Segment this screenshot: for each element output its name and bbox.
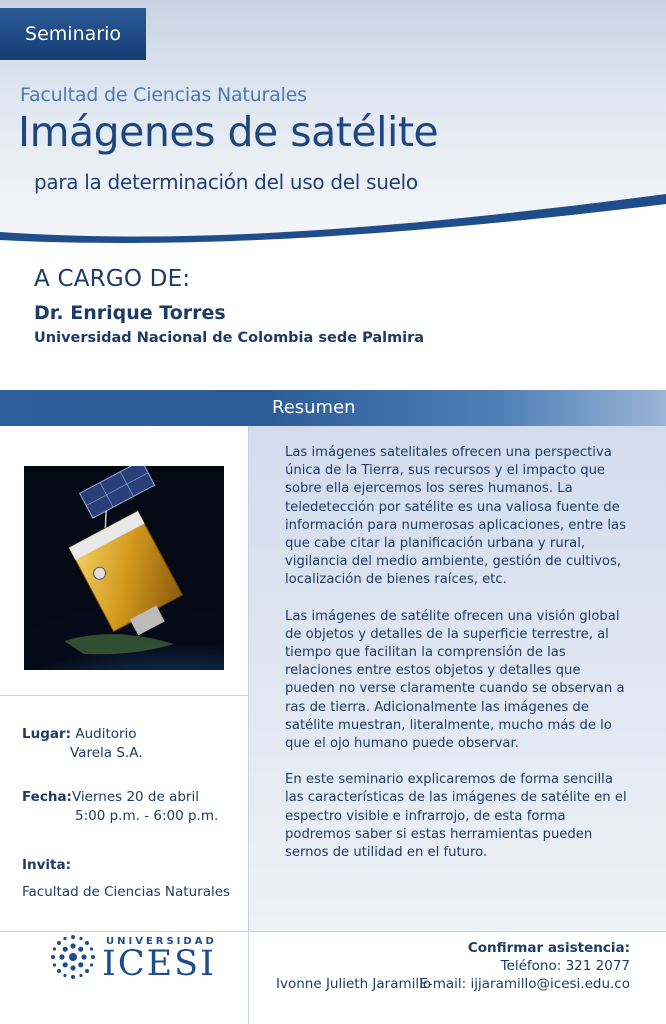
abstract-paragraph-2: Las imágenes de satélite ofrecen una visión global de objetos y detalles de la superficie terrestre, al tiempo que facilitan la comprensión de las relaciones entre estos objetos y detalles que pueden no verse claramente cuando se observan a ras de tierra. Adicionalmente las imágenes de satélite muestran, literalmente, mucho más de lo que el ojo humano puede observar.	[285, 608, 625, 752]
lugar-value-2: Varela S.A.	[70, 745, 143, 761]
bottom-separator	[0, 931, 666, 932]
abstract-paragraph-1: Las imágenes satelitales ofrecen una perspectiva única de la Tierra, sus recursos y el impacto que sobre ella ejercemos los seres humanos. La teledetección por satélite es una valiosa fuente de información para numerosas aplicaciones, entre las que cabe citar la planificación urbana y rural, vigilancia del medio ambiente, gestión de cultivos, localización de bienes raíces, etc.	[285, 445, 626, 588]
header-swoosh	[0, 190, 666, 250]
seminar-tag: Seminario	[0, 8, 146, 60]
lugar-row	[22, 725, 137, 744]
invita-value: Facultad de Ciencias Naturales	[22, 884, 231, 900]
resumen-label: Resumen	[272, 397, 356, 418]
speaker-name: Dr. Enrique Torres	[34, 302, 226, 324]
logo-university: UNIVERSIDAD	[106, 936, 217, 947]
page-subtitle: para la determinación del uso del suelo	[34, 170, 418, 194]
fecha-value-1: Viernes 20 de abril	[71, 789, 199, 805]
page-title: Imágenes de satélite	[18, 108, 439, 156]
satellite-image	[24, 466, 224, 670]
speaker-heading: A CARGO DE:	[34, 266, 191, 292]
contact-email[interactable]: E-mail: ijjaramillo@icesi.edu.co	[419, 976, 630, 992]
icesi-emblem-icon	[48, 932, 98, 982]
abstract-paragraph-3: En este seminario explicaremos de forma sencilla las características de las imágenes de satélite en el espectro visible e infrarrojo, de esta forma podremos saber si estas herramientas pueden sernos de utilidad en el futuro.	[285, 772, 627, 861]
logo-icesi: ICESI	[102, 944, 216, 984]
fecha-row	[22, 788, 199, 807]
contact-phone: Teléfono: 321 2077	[500, 958, 630, 974]
confirm-heading: Confirmar asistencia:	[467, 940, 630, 956]
speaker-institution: Universidad Nacional de Colombia sede Palmira	[34, 330, 425, 346]
lugar-value-1: Auditorio	[75, 726, 137, 742]
fecha-value-2: 5:00 p.m. - 6:00 p.m.	[75, 808, 219, 824]
lugar-label: Lugar:	[22, 726, 72, 742]
faculty-name: Facultad de Ciencias Naturales	[20, 84, 307, 106]
column-divider	[248, 426, 249, 1024]
fecha-label: Fecha:	[22, 789, 72, 805]
contact-name: Ivonne Julieth Jaramillo	[276, 976, 432, 992]
left-separator	[0, 695, 248, 696]
abstract-text	[285, 444, 630, 880]
invita-label: Invita:	[22, 857, 72, 873]
